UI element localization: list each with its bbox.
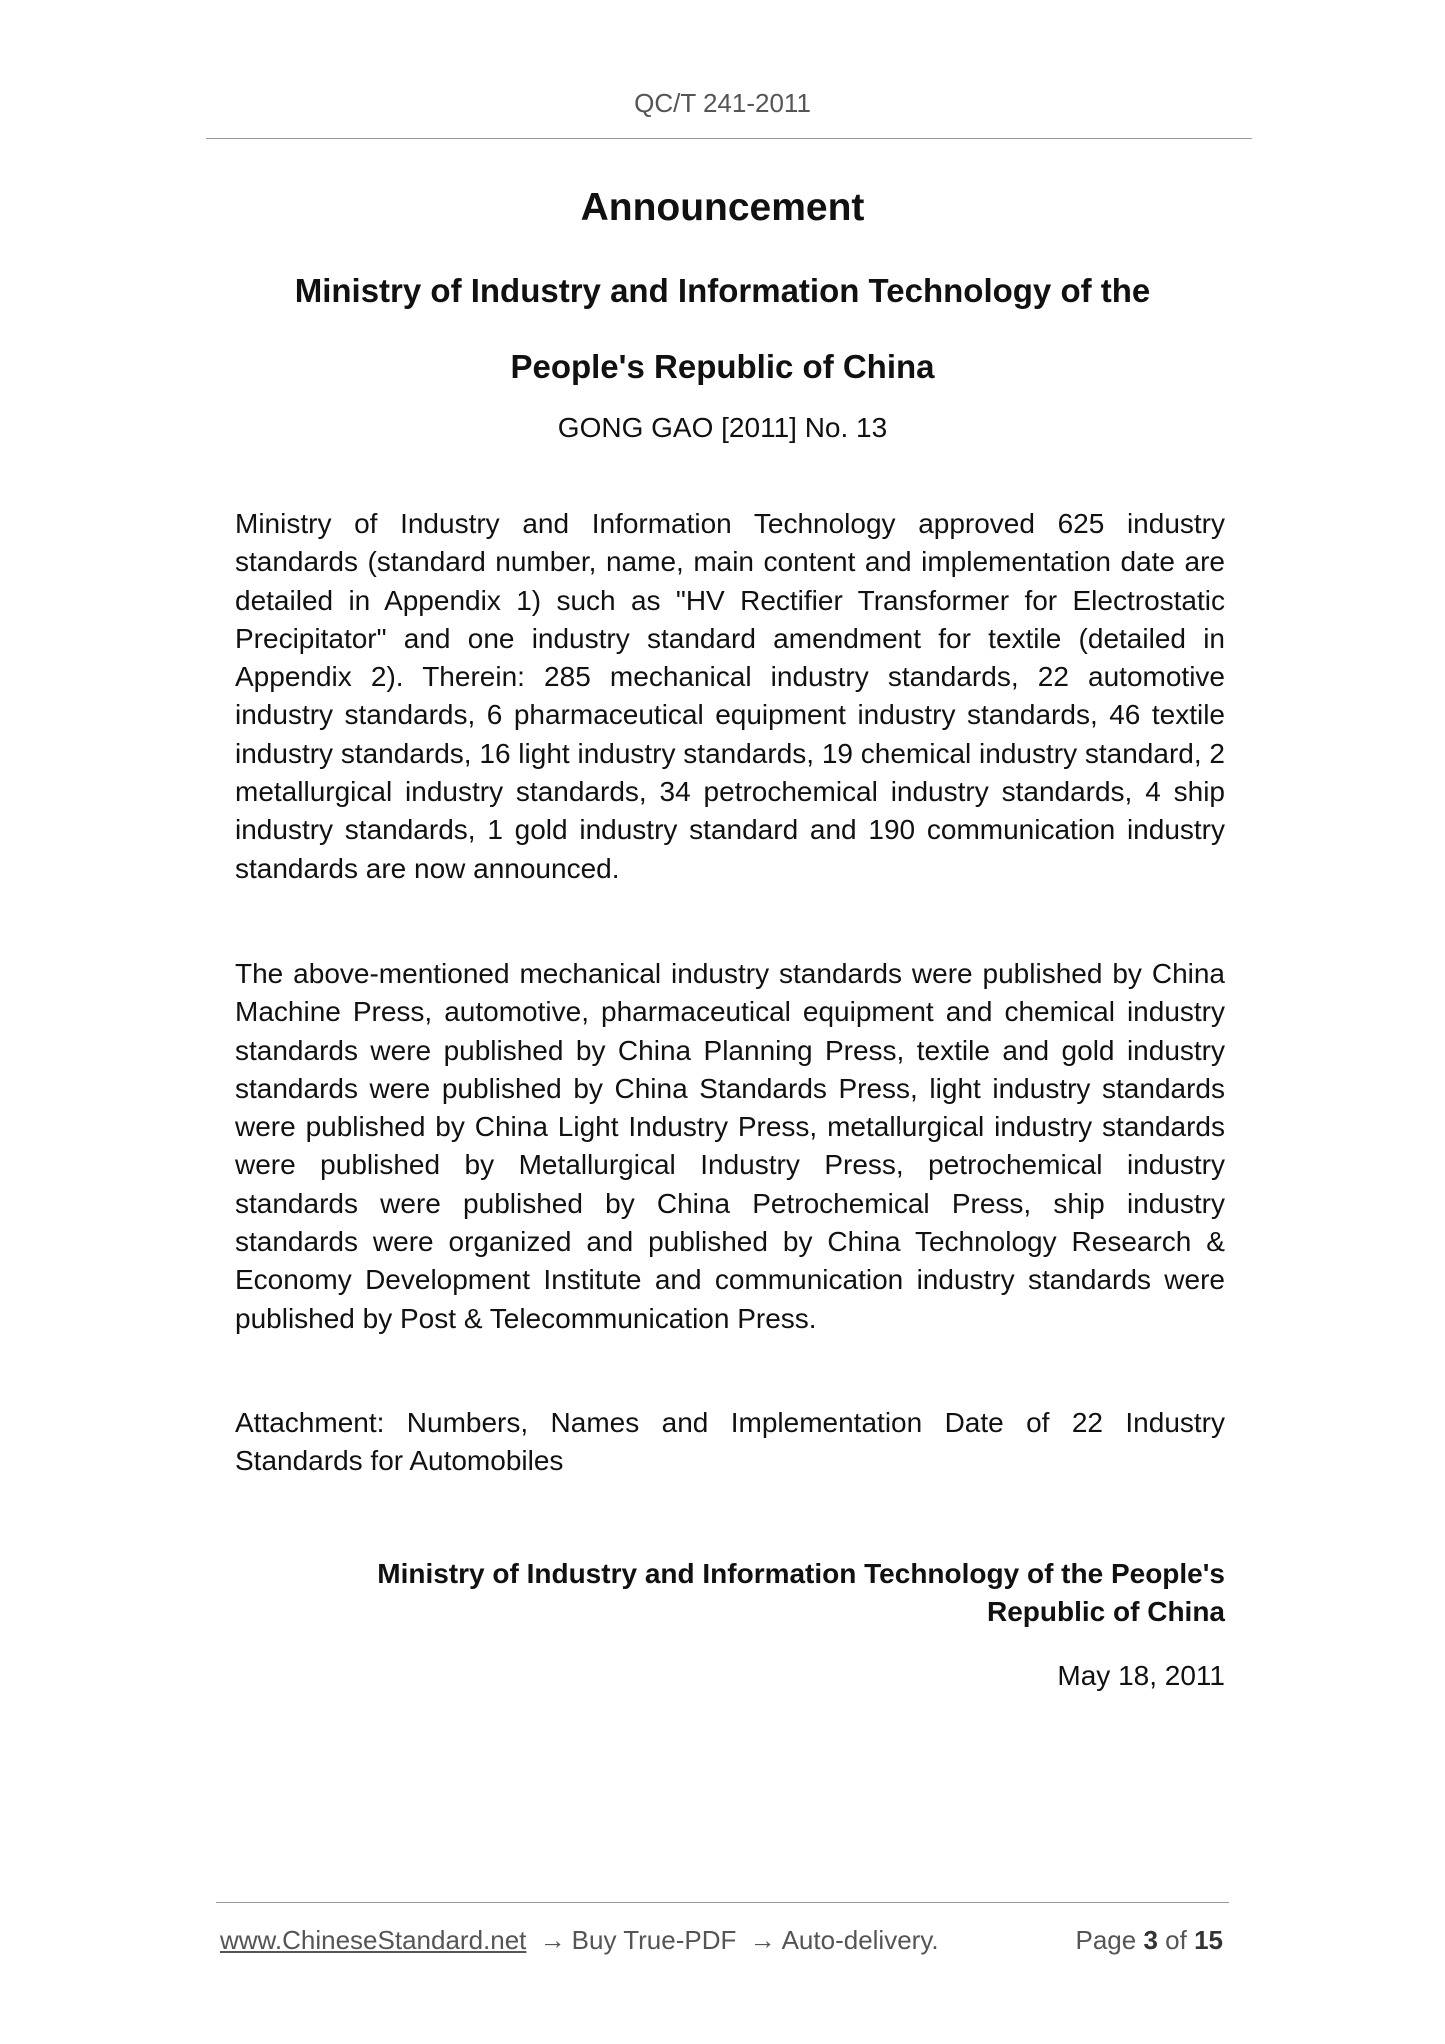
- ministry-title-line-2: People's Republic of China: [510, 348, 935, 385]
- page-label: Page: [1075, 1925, 1137, 1955]
- footer-promo: [220, 1925, 939, 1956]
- page-indicator: [1075, 1925, 1223, 1956]
- buy-pdf-text: Buy True-PDF: [571, 1925, 737, 1955]
- announcement-date: May 18, 2011: [1057, 1660, 1225, 1691]
- signature-block: [320, 1555, 1225, 1632]
- footer-divider: [216, 1902, 1229, 1903]
- signature-line-1: Ministry of Industry and Information Technology of the People's: [377, 1558, 1225, 1589]
- page-title: Announcement: [580, 186, 865, 229]
- page-of-label: of: [1165, 1925, 1187, 1955]
- arrow-right-icon: →: [749, 1925, 776, 1955]
- signature-line-2: Republic of China: [987, 1596, 1225, 1628]
- auto-delivery-text: Auto-delivery.: [781, 1925, 939, 1955]
- paragraph-publishers: The above-mentioned mechanical industry standards were published by China Machine Press, automotive, pharmaceutical equipment and chemical industry standards were published by China Planning Press, textile and gold industry standards were published by China Standards Press, light industry standards were published by China Light Industry Press, metallurgical industry standards were published by Metallurgical Industry Press, petrochemical industry standards were published by China Petrochemical Press, ship industry standards were organized and published by China Technology Research & Economy Development Institute and communication industry standards were published by Post & Telecommunication Press.: [235, 958, 1225, 1334]
- paragraph-attachment: Attachment: Numbers, Names and Implementation Date of 22 Industry Standards for Automobiles: [235, 1407, 1225, 1477]
- ministry-title-line-1: Ministry of Industry and Information Technology of the: [294, 272, 1151, 309]
- announcement-number: GONG GAO [2011] No. 13: [557, 412, 888, 443]
- page-current: 3: [1143, 1925, 1158, 1955]
- page-total: 15: [1194, 1925, 1223, 1955]
- arrow-right-icon: →: [539, 1925, 566, 1955]
- document-code-header: QC/T 241-2011: [634, 88, 811, 118]
- website-link[interactable]: www.ChineseStandard.net: [220, 1925, 527, 1955]
- paragraph-approval: Ministry of Industry and Information Technology approved 625 industry standards (standard number, name, main content and implementation date are detailed in Appendix 1) such as "HV Rectifier Transformer for Electrostatic Precipitator" and one industry standard amendment for textile (detailed in Appendix 2). Therein: 285 mechanical industry standards, 22 automotive industry standards, 6 pharmaceutical equipment industry standards, 46 textile industry standards, 16 light industry standards, 19 chemical industry standard, 2 metallurgical industry standards, 34 petrochemical industry standards, 4 ship industry standards, 1 gold industry standard and 190 communication industry standards are now announced.: [235, 508, 1225, 884]
- header-divider: [206, 138, 1252, 139]
